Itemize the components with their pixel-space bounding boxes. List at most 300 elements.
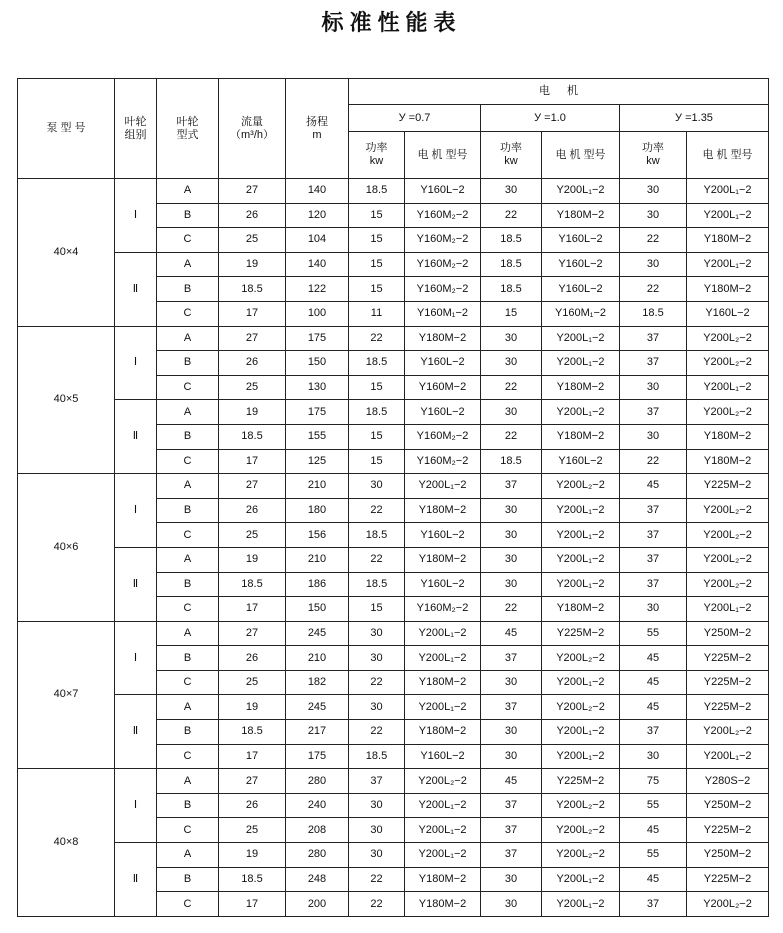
flow-cell: 26 xyxy=(219,351,286,376)
power-cell: 45 xyxy=(481,621,542,646)
power-cell: 11 xyxy=(349,301,405,326)
head-cell: 210 xyxy=(286,474,349,499)
impeller-type-cell: C xyxy=(157,597,219,622)
power-cell: 55 xyxy=(620,843,687,868)
impeller-type-cell: B xyxy=(157,498,219,523)
motor-model-cell: Y200L₁−2 xyxy=(405,621,481,646)
page-title: 标准性能表 xyxy=(321,10,462,36)
motor-model-cell: Y200L₂−2 xyxy=(542,646,620,671)
flow-cell: 19 xyxy=(219,695,286,720)
flow-cell: 19 xyxy=(219,252,286,277)
motor-model-cell: Y180M−2 xyxy=(542,203,620,228)
impeller-type-cell: C xyxy=(157,449,219,474)
head-cell: 100 xyxy=(286,301,349,326)
motor-model-cell: Y180M−2 xyxy=(542,424,620,449)
power-cell: 22 xyxy=(349,670,405,695)
motor-model-cell: Y160M−2 xyxy=(405,375,481,400)
flow-cell: 18.5 xyxy=(219,572,286,597)
impeller-type-cell: B xyxy=(157,867,219,892)
impeller-type-cell: C xyxy=(157,744,219,769)
motor-model-cell: Y200L₁−2 xyxy=(542,498,620,523)
power-cell: 30 xyxy=(481,400,542,425)
power-cell: 22 xyxy=(349,867,405,892)
impeller-type-cell: B xyxy=(157,793,219,818)
motor-model-cell: Y200L₁−2 xyxy=(542,351,620,376)
motor-model-cell: Y200L₁−2 xyxy=(542,547,620,572)
power-cell: 30 xyxy=(349,818,405,843)
power-cell: 18.5 xyxy=(349,351,405,376)
motor-model-cell: Y180M−2 xyxy=(687,449,769,474)
motor-model-cell: Y160M₂−2 xyxy=(405,228,481,253)
power-cell: 15 xyxy=(349,203,405,228)
power-cell: 30 xyxy=(481,720,542,745)
motor-model-cell: Y160M₂−2 xyxy=(405,252,481,277)
power-cell: 18.5 xyxy=(349,744,405,769)
flow-cell: 25 xyxy=(219,228,286,253)
power-cell: 22 xyxy=(349,498,405,523)
motor-model-cell: Y200L₂−2 xyxy=(542,474,620,499)
power-cell: 15 xyxy=(349,228,405,253)
header-power: 功率 kw xyxy=(481,132,542,179)
motor-model-cell: Y200L₁−2 xyxy=(687,252,769,277)
power-cell: 37 xyxy=(620,498,687,523)
impeller-type-cell: A xyxy=(157,179,219,204)
impeller-group-cell: Ⅱ xyxy=(115,547,157,621)
flow-cell: 27 xyxy=(219,326,286,351)
flow-cell: 26 xyxy=(219,793,286,818)
motor-model-cell: Y180M−2 xyxy=(405,326,481,351)
power-cell: 22 xyxy=(349,892,405,917)
motor-model-cell: Y200L₂−2 xyxy=(687,572,769,597)
head-cell: 140 xyxy=(286,179,349,204)
motor-model-cell: Y200L₂−2 xyxy=(687,523,769,548)
head-cell: 175 xyxy=(286,744,349,769)
power-cell: 18.5 xyxy=(620,301,687,326)
power-cell: 30 xyxy=(620,597,687,622)
motor-model-cell: Y200L₁−2 xyxy=(687,179,769,204)
head-cell: 156 xyxy=(286,523,349,548)
flow-cell: 27 xyxy=(219,474,286,499)
header-impeller-group: 叶轮 组别 xyxy=(115,79,157,179)
motor-model-cell: Y200L₁−2 xyxy=(542,720,620,745)
pump-model-cell: 40×8 xyxy=(18,769,115,917)
head-cell: 140 xyxy=(286,252,349,277)
head-cell: 210 xyxy=(286,646,349,671)
head-cell: 175 xyxy=(286,326,349,351)
motor-model-cell: Y225M−2 xyxy=(687,867,769,892)
head-cell: 120 xyxy=(286,203,349,228)
head-cell: 248 xyxy=(286,867,349,892)
motor-model-cell: Y200L₁−2 xyxy=(542,867,620,892)
impeller-group-cell: Ⅱ xyxy=(115,252,157,326)
performance-table xyxy=(17,78,769,917)
impeller-type-cell: B xyxy=(157,720,219,745)
power-cell: 30 xyxy=(349,474,405,499)
header-gamma-1-35: У =1.35 xyxy=(620,105,769,132)
power-cell: 37 xyxy=(620,572,687,597)
motor-model-cell: Y200L₂−2 xyxy=(687,547,769,572)
pump-model-cell: 40×5 xyxy=(18,326,115,474)
motor-model-cell: Y180M−2 xyxy=(687,277,769,302)
motor-model-cell: Y200L₁−2 xyxy=(542,892,620,917)
table-row xyxy=(18,326,769,351)
motor-model-cell: Y160M₁−2 xyxy=(542,301,620,326)
power-cell: 22 xyxy=(349,547,405,572)
power-cell: 30 xyxy=(481,572,542,597)
motor-model-cell: Y180M−2 xyxy=(687,228,769,253)
impeller-type-cell: C xyxy=(157,301,219,326)
motor-model-cell: Y225M−2 xyxy=(542,621,620,646)
head-cell: 130 xyxy=(286,375,349,400)
motor-model-cell: Y200L₁−2 xyxy=(687,375,769,400)
table-row xyxy=(18,621,769,646)
power-cell: 30 xyxy=(481,498,542,523)
header-motor-model: 电 机 型号 xyxy=(405,132,481,179)
table-header xyxy=(18,79,769,179)
power-cell: 30 xyxy=(620,424,687,449)
motor-model-cell: Y225M−2 xyxy=(687,474,769,499)
power-cell: 37 xyxy=(481,695,542,720)
pump-model-cell: 40×6 xyxy=(18,474,115,622)
motor-model-cell: Y200L₁−2 xyxy=(542,326,620,351)
motor-model-cell: Y250M−2 xyxy=(687,621,769,646)
power-cell: 37 xyxy=(620,351,687,376)
power-cell: 22 xyxy=(481,597,542,622)
power-cell: 55 xyxy=(620,793,687,818)
power-cell: 45 xyxy=(620,474,687,499)
head-cell: 245 xyxy=(286,621,349,646)
flow-cell: 17 xyxy=(219,744,286,769)
power-cell: 30 xyxy=(481,670,542,695)
head-cell: 155 xyxy=(286,424,349,449)
motor-model-cell: Y250M−2 xyxy=(687,843,769,868)
power-cell: 37 xyxy=(481,818,542,843)
power-cell: 18.5 xyxy=(349,572,405,597)
impeller-type-cell: A xyxy=(157,252,219,277)
power-cell: 15 xyxy=(481,301,542,326)
impeller-group-cell: Ⅱ xyxy=(115,400,157,474)
power-cell: 37 xyxy=(481,474,542,499)
motor-model-cell: Y200L₁−2 xyxy=(542,744,620,769)
motor-model-cell: Y180M−2 xyxy=(542,597,620,622)
motor-model-cell: Y225M−2 xyxy=(687,818,769,843)
header-power: 功率 kw xyxy=(349,132,405,179)
motor-model-cell: Y200L₂−2 xyxy=(687,892,769,917)
power-cell: 22 xyxy=(620,449,687,474)
flow-cell: 17 xyxy=(219,892,286,917)
power-cell: 45 xyxy=(481,769,542,794)
power-cell: 37 xyxy=(620,720,687,745)
power-cell: 37 xyxy=(620,892,687,917)
motor-model-cell: Y200L₁−2 xyxy=(687,744,769,769)
header-power: 功率 kw xyxy=(620,132,687,179)
power-cell: 30 xyxy=(481,867,542,892)
head-cell: 217 xyxy=(286,720,349,745)
power-cell: 15 xyxy=(349,375,405,400)
power-cell: 30 xyxy=(620,375,687,400)
motor-model-cell: Y200L₂−2 xyxy=(687,400,769,425)
motor-model-cell: Y160M₂−2 xyxy=(405,449,481,474)
motor-model-cell: Y160M₂−2 xyxy=(405,277,481,302)
head-cell: 182 xyxy=(286,670,349,695)
motor-model-cell: Y200L₁−2 xyxy=(687,203,769,228)
head-cell: 122 xyxy=(286,277,349,302)
impeller-type-cell: B xyxy=(157,351,219,376)
header-motor-model: 电 机 型号 xyxy=(687,132,769,179)
power-cell: 22 xyxy=(620,228,687,253)
motor-model-cell: Y180M−2 xyxy=(405,547,481,572)
power-cell: 75 xyxy=(620,769,687,794)
impeller-type-cell: B xyxy=(157,277,219,302)
impeller-group-cell: Ⅰ xyxy=(115,179,157,253)
motor-model-cell: Y200L₁−2 xyxy=(542,179,620,204)
flow-cell: 27 xyxy=(219,179,286,204)
motor-model-cell: Y200L₂−2 xyxy=(542,695,620,720)
power-cell: 30 xyxy=(481,179,542,204)
flow-cell: 26 xyxy=(219,498,286,523)
motor-model-cell: Y200L₁−2 xyxy=(542,400,620,425)
impeller-group-cell: Ⅰ xyxy=(115,326,157,400)
impeller-type-cell: A xyxy=(157,400,219,425)
impeller-type-cell: C xyxy=(157,523,219,548)
motor-model-cell: Y225M−2 xyxy=(687,695,769,720)
motor-model-cell: Y160L−2 xyxy=(405,572,481,597)
impeller-type-cell: C xyxy=(157,892,219,917)
motor-model-cell: Y280S−2 xyxy=(687,769,769,794)
flow-cell: 25 xyxy=(219,375,286,400)
head-cell: 186 xyxy=(286,572,349,597)
flow-cell: 25 xyxy=(219,523,286,548)
motor-model-cell: Y200L₁−2 xyxy=(405,695,481,720)
power-cell: 30 xyxy=(481,326,542,351)
motor-model-cell: Y160L−2 xyxy=(405,523,481,548)
flow-cell: 17 xyxy=(219,449,286,474)
motor-model-cell: Y200L₂−2 xyxy=(687,326,769,351)
head-cell: 150 xyxy=(286,597,349,622)
flow-cell: 19 xyxy=(219,400,286,425)
power-cell: 30 xyxy=(481,523,542,548)
power-cell: 30 xyxy=(481,351,542,376)
impeller-group-cell: Ⅱ xyxy=(115,843,157,917)
head-cell: 210 xyxy=(286,547,349,572)
flow-cell: 25 xyxy=(219,818,286,843)
impeller-type-cell: A xyxy=(157,621,219,646)
motor-model-cell: Y225M−2 xyxy=(687,670,769,695)
flow-cell: 19 xyxy=(219,843,286,868)
header-flow: 流量 （m³/h） xyxy=(219,79,286,179)
motor-model-cell: Y200L₁−2 xyxy=(405,793,481,818)
head-cell: 280 xyxy=(286,843,349,868)
power-cell: 30 xyxy=(349,695,405,720)
table-row xyxy=(18,843,769,868)
header-motor: 电 机 xyxy=(349,79,769,105)
motor-model-cell: Y160L−2 xyxy=(405,400,481,425)
power-cell: 22 xyxy=(481,203,542,228)
impeller-group-cell: Ⅰ xyxy=(115,474,157,548)
power-cell: 37 xyxy=(620,547,687,572)
power-cell: 22 xyxy=(481,424,542,449)
impeller-type-cell: B xyxy=(157,203,219,228)
impeller-type-cell: A xyxy=(157,769,219,794)
motor-model-cell: Y160L−2 xyxy=(687,301,769,326)
power-cell: 37 xyxy=(481,646,542,671)
motor-model-cell: Y200L₂−2 xyxy=(405,769,481,794)
power-cell: 15 xyxy=(349,424,405,449)
motor-model-cell: Y225M−2 xyxy=(687,646,769,671)
motor-model-cell: Y200L₁−2 xyxy=(687,597,769,622)
power-cell: 30 xyxy=(481,744,542,769)
flow-cell: 27 xyxy=(219,621,286,646)
power-cell: 30 xyxy=(481,547,542,572)
power-cell: 30 xyxy=(620,179,687,204)
head-cell: 200 xyxy=(286,892,349,917)
head-cell: 245 xyxy=(286,695,349,720)
power-cell: 15 xyxy=(349,449,405,474)
motor-model-cell: Y200L₁−2 xyxy=(542,572,620,597)
flow-cell: 18.5 xyxy=(219,720,286,745)
power-cell: 30 xyxy=(620,203,687,228)
power-cell: 18.5 xyxy=(481,228,542,253)
power-cell: 45 xyxy=(620,670,687,695)
motor-model-cell: Y160M₂−2 xyxy=(405,203,481,228)
motor-model-cell: Y160L−2 xyxy=(405,744,481,769)
flow-cell: 17 xyxy=(219,301,286,326)
flow-cell: 27 xyxy=(219,769,286,794)
flow-cell: 18.5 xyxy=(219,277,286,302)
flow-cell: 18.5 xyxy=(219,867,286,892)
header-motor-model: 电 机 型号 xyxy=(542,132,620,179)
head-cell: 150 xyxy=(286,351,349,376)
head-cell: 175 xyxy=(286,400,349,425)
pump-model-cell: 40×4 xyxy=(18,179,115,327)
power-cell: 30 xyxy=(620,744,687,769)
power-cell: 37 xyxy=(481,793,542,818)
motor-model-cell: Y160L−2 xyxy=(542,277,620,302)
motor-model-cell: Y200L₁−2 xyxy=(542,670,620,695)
flow-cell: 25 xyxy=(219,670,286,695)
motor-model-cell: Y200L₂−2 xyxy=(542,818,620,843)
table-row xyxy=(18,547,769,572)
head-cell: 240 xyxy=(286,793,349,818)
head-cell: 180 xyxy=(286,498,349,523)
table-row xyxy=(18,252,769,277)
impeller-type-cell: A xyxy=(157,474,219,499)
power-cell: 15 xyxy=(349,597,405,622)
power-cell: 18.5 xyxy=(481,252,542,277)
impeller-type-cell: B xyxy=(157,424,219,449)
power-cell: 30 xyxy=(349,646,405,671)
impeller-type-cell: A xyxy=(157,326,219,351)
pump-model-cell: 40×7 xyxy=(18,621,115,769)
motor-model-cell: Y180M−2 xyxy=(405,498,481,523)
power-cell: 45 xyxy=(620,867,687,892)
table-row xyxy=(18,179,769,204)
table-row xyxy=(18,769,769,794)
power-cell: 45 xyxy=(620,646,687,671)
power-cell: 30 xyxy=(349,621,405,646)
impeller-type-cell: A xyxy=(157,695,219,720)
power-cell: 30 xyxy=(349,843,405,868)
motor-model-cell: Y180M−2 xyxy=(687,424,769,449)
motor-model-cell: Y200L₂−2 xyxy=(542,843,620,868)
power-cell: 18.5 xyxy=(481,277,542,302)
motor-model-cell: Y250M−2 xyxy=(687,793,769,818)
flow-cell: 18.5 xyxy=(219,424,286,449)
motor-model-cell: Y200L₂−2 xyxy=(687,720,769,745)
motor-model-cell: Y180M−2 xyxy=(405,720,481,745)
table-row xyxy=(18,400,769,425)
table-row xyxy=(18,474,769,499)
power-cell: 18.5 xyxy=(481,449,542,474)
power-cell: 22 xyxy=(620,277,687,302)
motor-model-cell: Y180M−2 xyxy=(405,670,481,695)
impeller-type-cell: C xyxy=(157,670,219,695)
motor-model-cell: Y160L−2 xyxy=(405,179,481,204)
power-cell: 30 xyxy=(349,793,405,818)
motor-model-cell: Y160L−2 xyxy=(405,351,481,376)
impeller-type-cell: C xyxy=(157,228,219,253)
power-cell: 45 xyxy=(620,695,687,720)
table-row xyxy=(18,695,769,720)
power-cell: 18.5 xyxy=(349,523,405,548)
power-cell: 18.5 xyxy=(349,400,405,425)
power-cell: 30 xyxy=(481,892,542,917)
motor-model-cell: Y160L−2 xyxy=(542,228,620,253)
power-cell: 22 xyxy=(349,720,405,745)
motor-model-cell: Y200L₂−2 xyxy=(542,793,620,818)
header-gamma-0-7: У =0.7 xyxy=(349,105,481,132)
head-cell: 208 xyxy=(286,818,349,843)
head-cell: 125 xyxy=(286,449,349,474)
motor-model-cell: Y160M₁−2 xyxy=(405,301,481,326)
head-cell: 280 xyxy=(286,769,349,794)
power-cell: 15 xyxy=(349,277,405,302)
impeller-group-cell: Ⅱ xyxy=(115,695,157,769)
flow-cell: 26 xyxy=(219,646,286,671)
power-cell: 37 xyxy=(620,523,687,548)
impeller-group-cell: Ⅰ xyxy=(115,621,157,695)
motor-model-cell: Y200L₁−2 xyxy=(542,523,620,548)
power-cell: 55 xyxy=(620,621,687,646)
motor-model-cell: Y200L₁−2 xyxy=(405,843,481,868)
power-cell: 45 xyxy=(620,818,687,843)
header-head: 扬程 m xyxy=(286,79,349,179)
motor-model-cell: Y180M−2 xyxy=(405,892,481,917)
motor-model-cell: Y200L₁−2 xyxy=(405,818,481,843)
motor-model-cell: Y200L₂−2 xyxy=(687,498,769,523)
motor-model-cell: Y160M₂−2 xyxy=(405,424,481,449)
header-impeller-type: 叶轮 型式 xyxy=(157,79,219,179)
header-pump-model: 泵 型 号 xyxy=(18,79,115,179)
flow-cell: 26 xyxy=(219,203,286,228)
motor-model-cell: Y200L₁−2 xyxy=(405,474,481,499)
impeller-type-cell: A xyxy=(157,547,219,572)
head-cell: 104 xyxy=(286,228,349,253)
motor-model-cell: Y180M−2 xyxy=(405,867,481,892)
impeller-type-cell: C xyxy=(157,818,219,843)
power-cell: 37 xyxy=(620,400,687,425)
flow-cell: 17 xyxy=(219,597,286,622)
power-cell: 22 xyxy=(481,375,542,400)
power-cell: 37 xyxy=(620,326,687,351)
power-cell: 30 xyxy=(620,252,687,277)
power-cell: 18.5 xyxy=(349,179,405,204)
impeller-type-cell: B xyxy=(157,572,219,597)
motor-model-cell: Y180M−2 xyxy=(542,375,620,400)
power-cell: 15 xyxy=(349,252,405,277)
power-cell: 37 xyxy=(481,843,542,868)
impeller-type-cell: C xyxy=(157,375,219,400)
